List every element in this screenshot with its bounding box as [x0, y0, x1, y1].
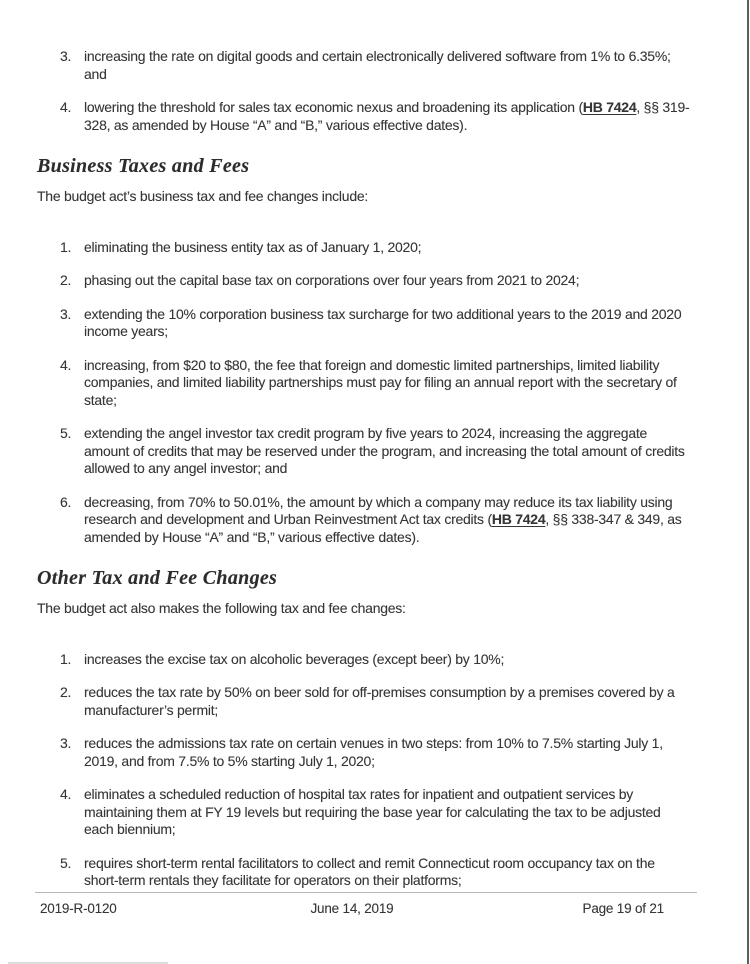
list-item: [37, 239, 692, 257]
text-segment: reduces the tax rate by 50% on beer sold for off-premises consumption by a premises covered by a manufacturer’s permit;: [84, 684, 675, 718]
text-segment: eliminating the business entity tax as of January 1, 2020;: [84, 238, 422, 255]
list-item-text: [84, 855, 692, 890]
list-item-number: 3.: [60, 735, 72, 751]
section-heading-other-tax: Other Tax and Fee Changes: [37, 567, 278, 589]
list-item-text: [84, 651, 692, 669]
text-segment: increasing, from $20 to $80, the fee that foreign and domestic limited partnerships, limited liability companies, and limited liability partnerships must pay for filing an annual report with the secretary of state;: [84, 356, 677, 408]
list-item-text: [84, 425, 692, 478]
list-item: [37, 494, 692, 547]
footer-report-number: 2019-R-0120: [40, 901, 117, 916]
list-item-text: [84, 494, 692, 547]
list-item: [37, 306, 692, 341]
continued-numbered-list: [37, 48, 692, 134]
list-item: [37, 684, 692, 719]
footer-row: [40, 893, 664, 916]
list-item-text: [84, 306, 692, 341]
list-item: [37, 99, 692, 134]
list-item-number: 3.: [60, 305, 72, 322]
list-item-number: 1.: [60, 238, 72, 255]
list-item: [37, 651, 692, 669]
list-item-number: 2.: [60, 272, 72, 288]
text-segment: , §§ 338-347 & 349, as amended by House “A” and “B,” various effective dates).: [84, 511, 682, 545]
text-segment: decreasing, from 70% to 50.01%, the amount by which a company may reduce its tax liability using research and development and Urban Reinvestment Act tax credits (: [84, 493, 673, 527]
text-segment: increases the excise tax on alcoholic beverages (except beer) by 10%;: [84, 650, 505, 667]
list-item: [37, 48, 692, 83]
page-footer: [37, 892, 692, 916]
list-item-text: [84, 239, 692, 257]
business-taxes-numbered-list: [37, 239, 692, 547]
text-segment: , §§ 319-328, as amended by House “A” and “B,” various effective dates).: [84, 99, 690, 133]
list-item: [37, 786, 692, 839]
hb-7424-link[interactable]: HB 7424: [582, 99, 637, 115]
footer-page-number: Page 19 of 21: [582, 901, 664, 916]
footer-date: June 14, 2019: [310, 901, 394, 916]
text-segment: extending the 10% corporation business tax surcharge for two additional years to the 2019 and 2020 income years;: [84, 305, 682, 339]
list-item-text: [84, 684, 692, 719]
list-item-number: 4.: [60, 786, 72, 802]
list-item: [37, 735, 692, 770]
list-item-number: 5.: [60, 425, 72, 441]
list-item-number: 5.: [60, 854, 72, 871]
text-segment: requires short-term rental facilitators to collect and remit Connecticut room occupancy tax on the short-term rentals they facilitate for operators on their platforms;: [84, 854, 655, 888]
list-item-number: 4.: [60, 356, 72, 373]
other-tax-numbered-list: [37, 651, 692, 890]
list-item-number: 6.: [60, 493, 72, 510]
list-item: [37, 272, 692, 290]
list-item: [37, 425, 692, 478]
section-heading-business-taxes: Business Taxes and Fees: [37, 155, 250, 177]
list-item-text: [84, 357, 692, 410]
list-item: [37, 855, 692, 890]
scan-edge-line: [747, 0, 749, 964]
text-segment: increasing the rate on digital goods and certain electronically delivered software from 1% to 6.35%; and: [84, 48, 671, 82]
list-item-text: [84, 786, 692, 839]
text-segment: lowering the threshold for sales tax economic nexus and broadening its application (: [84, 99, 583, 115]
list-item-text: [84, 272, 692, 290]
list-item-number: 3.: [60, 48, 72, 64]
section-intro-business-taxes: The budget act’s business tax and fee changes include:: [37, 188, 369, 204]
list-item-text: [84, 48, 692, 83]
section-intro-other-tax: The budget act also makes the following tax and fee changes:: [37, 600, 406, 616]
list-item-text: [84, 99, 692, 134]
hb-7424-link[interactable]: HB 7424: [491, 511, 546, 527]
list-item-number: 2.: [60, 684, 72, 700]
list-item: [37, 357, 692, 410]
text-segment: reduces the admissions tax rate on certain venues in two steps: from 10% to 7.5% starting July 1, 2019, and from 7.5% to 5% starting July 1, 2020;: [84, 735, 663, 769]
list-item-number: 4.: [60, 99, 72, 115]
text-segment: phasing out the capital base tax on corporations over four years from 2021 to 2024;: [84, 272, 580, 288]
text-segment: extending the angel investor tax credit program by five years to 2024, increasing the aggregate amount of credits that may be reserved under the program, and increasing the total amount of credits allowed to any angel investor; and: [84, 425, 685, 476]
list-item-number: 1.: [60, 650, 72, 667]
text-segment: eliminates a scheduled reduction of hospital tax rates for inpatient and outpatient services by maintaining them at FY 19 levels but requiring the base year for calculating the tax to be adjusted each biennium;: [84, 786, 661, 837]
list-item-text: [84, 735, 692, 770]
